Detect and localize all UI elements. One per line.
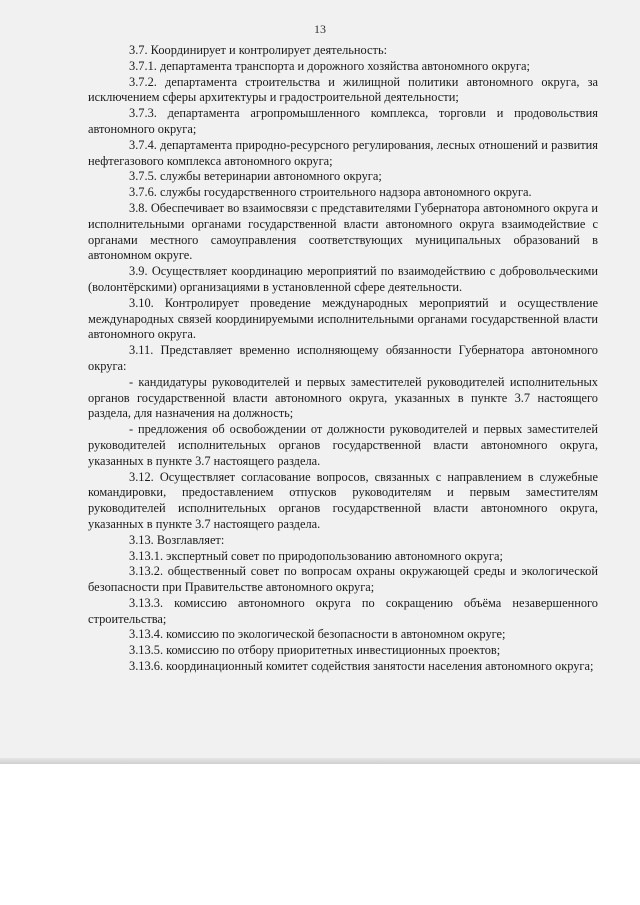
page-number: 13	[314, 22, 326, 36]
paragraph: - кандидатуры руководителей и первых заместителей руководителей исполнительных органов государственной власти автономного округа, указанных в пункте 3.7 настоящего раздела, для назначения на должность;	[88, 374, 598, 421]
paragraph: 3.13.4. комиссию по экологической безопасности в автономном округе;	[129, 627, 506, 642]
paragraph: 3.7.3. департамента агропромышленного комплекса, торговли и продовольствия автономного округа;	[88, 106, 598, 136]
document-body	[88, 43, 598, 675]
paragraph: 3.13.6. координационный комитет содействия занятости населения автономного округа;	[129, 659, 594, 674]
paragraph: 3.7.1. департамента транспорта и дорожного хозяйства автономного округа;	[129, 58, 530, 73]
paragraph: 3.13.2. общественный совет по вопросам охраны окружающей среды и экологической безопасности при Правительстве автономного округа;	[88, 564, 598, 595]
paragraph: 3.9. Осуществляет координацию мероприятий по взаимодействию с добровольческими (волонтёрскими) организациями в установленной сфере деятельности.	[88, 264, 598, 294]
paragraph: 3.7.5. службы ветеринарии автономного округа;	[129, 169, 382, 184]
scan-edge	[0, 758, 640, 764]
paragraph: - предложения об освобождении от должности руководителей и первых заместителей руководителей исполнительных органов государственной власти автономного округа, указанных в пункте 3.7 настоящего раздела.	[88, 422, 598, 468]
paragraph: 3.13.3. комиссию автономного округа по сокращению объёма незавершенного строительства;	[88, 595, 598, 626]
paragraph: 3.13.5. комиссию по отбору приоритетных инвестиционных проектов;	[129, 643, 501, 658]
paragraph: 3.12. Осуществляет согласование вопросов, связанных с направлением в служебные командировки, предоставлением отпусков руководителям и первым заместителям руководителей исполнительных органов государственной власти автономного округа, указанных в пункте 3.7 настоящего раздела.	[88, 469, 598, 531]
paragraph: 3.7.4. департамента природно-ресурсного регулирования, лесных отношений и развития нефтегазового комплекса автономного округа;	[88, 137, 598, 168]
paragraph: 3.7.6. службы государственного строительного надзора автономного округа.	[129, 185, 532, 200]
paragraph: 3.7. Координирует и контролирует деятельность:	[129, 43, 388, 57]
paragraph: 3.11. Представляет временно исполняющему обязанности Губернатора автономного округа:	[88, 343, 598, 373]
paragraph: 3.10. Контролирует проведение международных мероприятий и осуществление международных связей координируемыми исполнительными органами государственной власти автономного округа.	[88, 295, 598, 342]
paragraph: 3.13. Возглавляет:	[129, 532, 225, 547]
paragraph: 3.7.2. департамента строительства и жилищной политики автономного округа, за исключением сферы архитектуры и градостроительной деятельности;	[88, 74, 598, 105]
paragraph: 3.8. Обеспечивает во взаимосвязи с представителями Губернатора автономного округа и исполнительными органами государственной власти автономного округа взаимодействие с органами местного самоуправления соответствующих муниципальных образований в автономном округе.	[88, 200, 598, 263]
paragraph: 3.13.1. экспертный совет по природопользованию автономного округа;	[129, 548, 503, 563]
